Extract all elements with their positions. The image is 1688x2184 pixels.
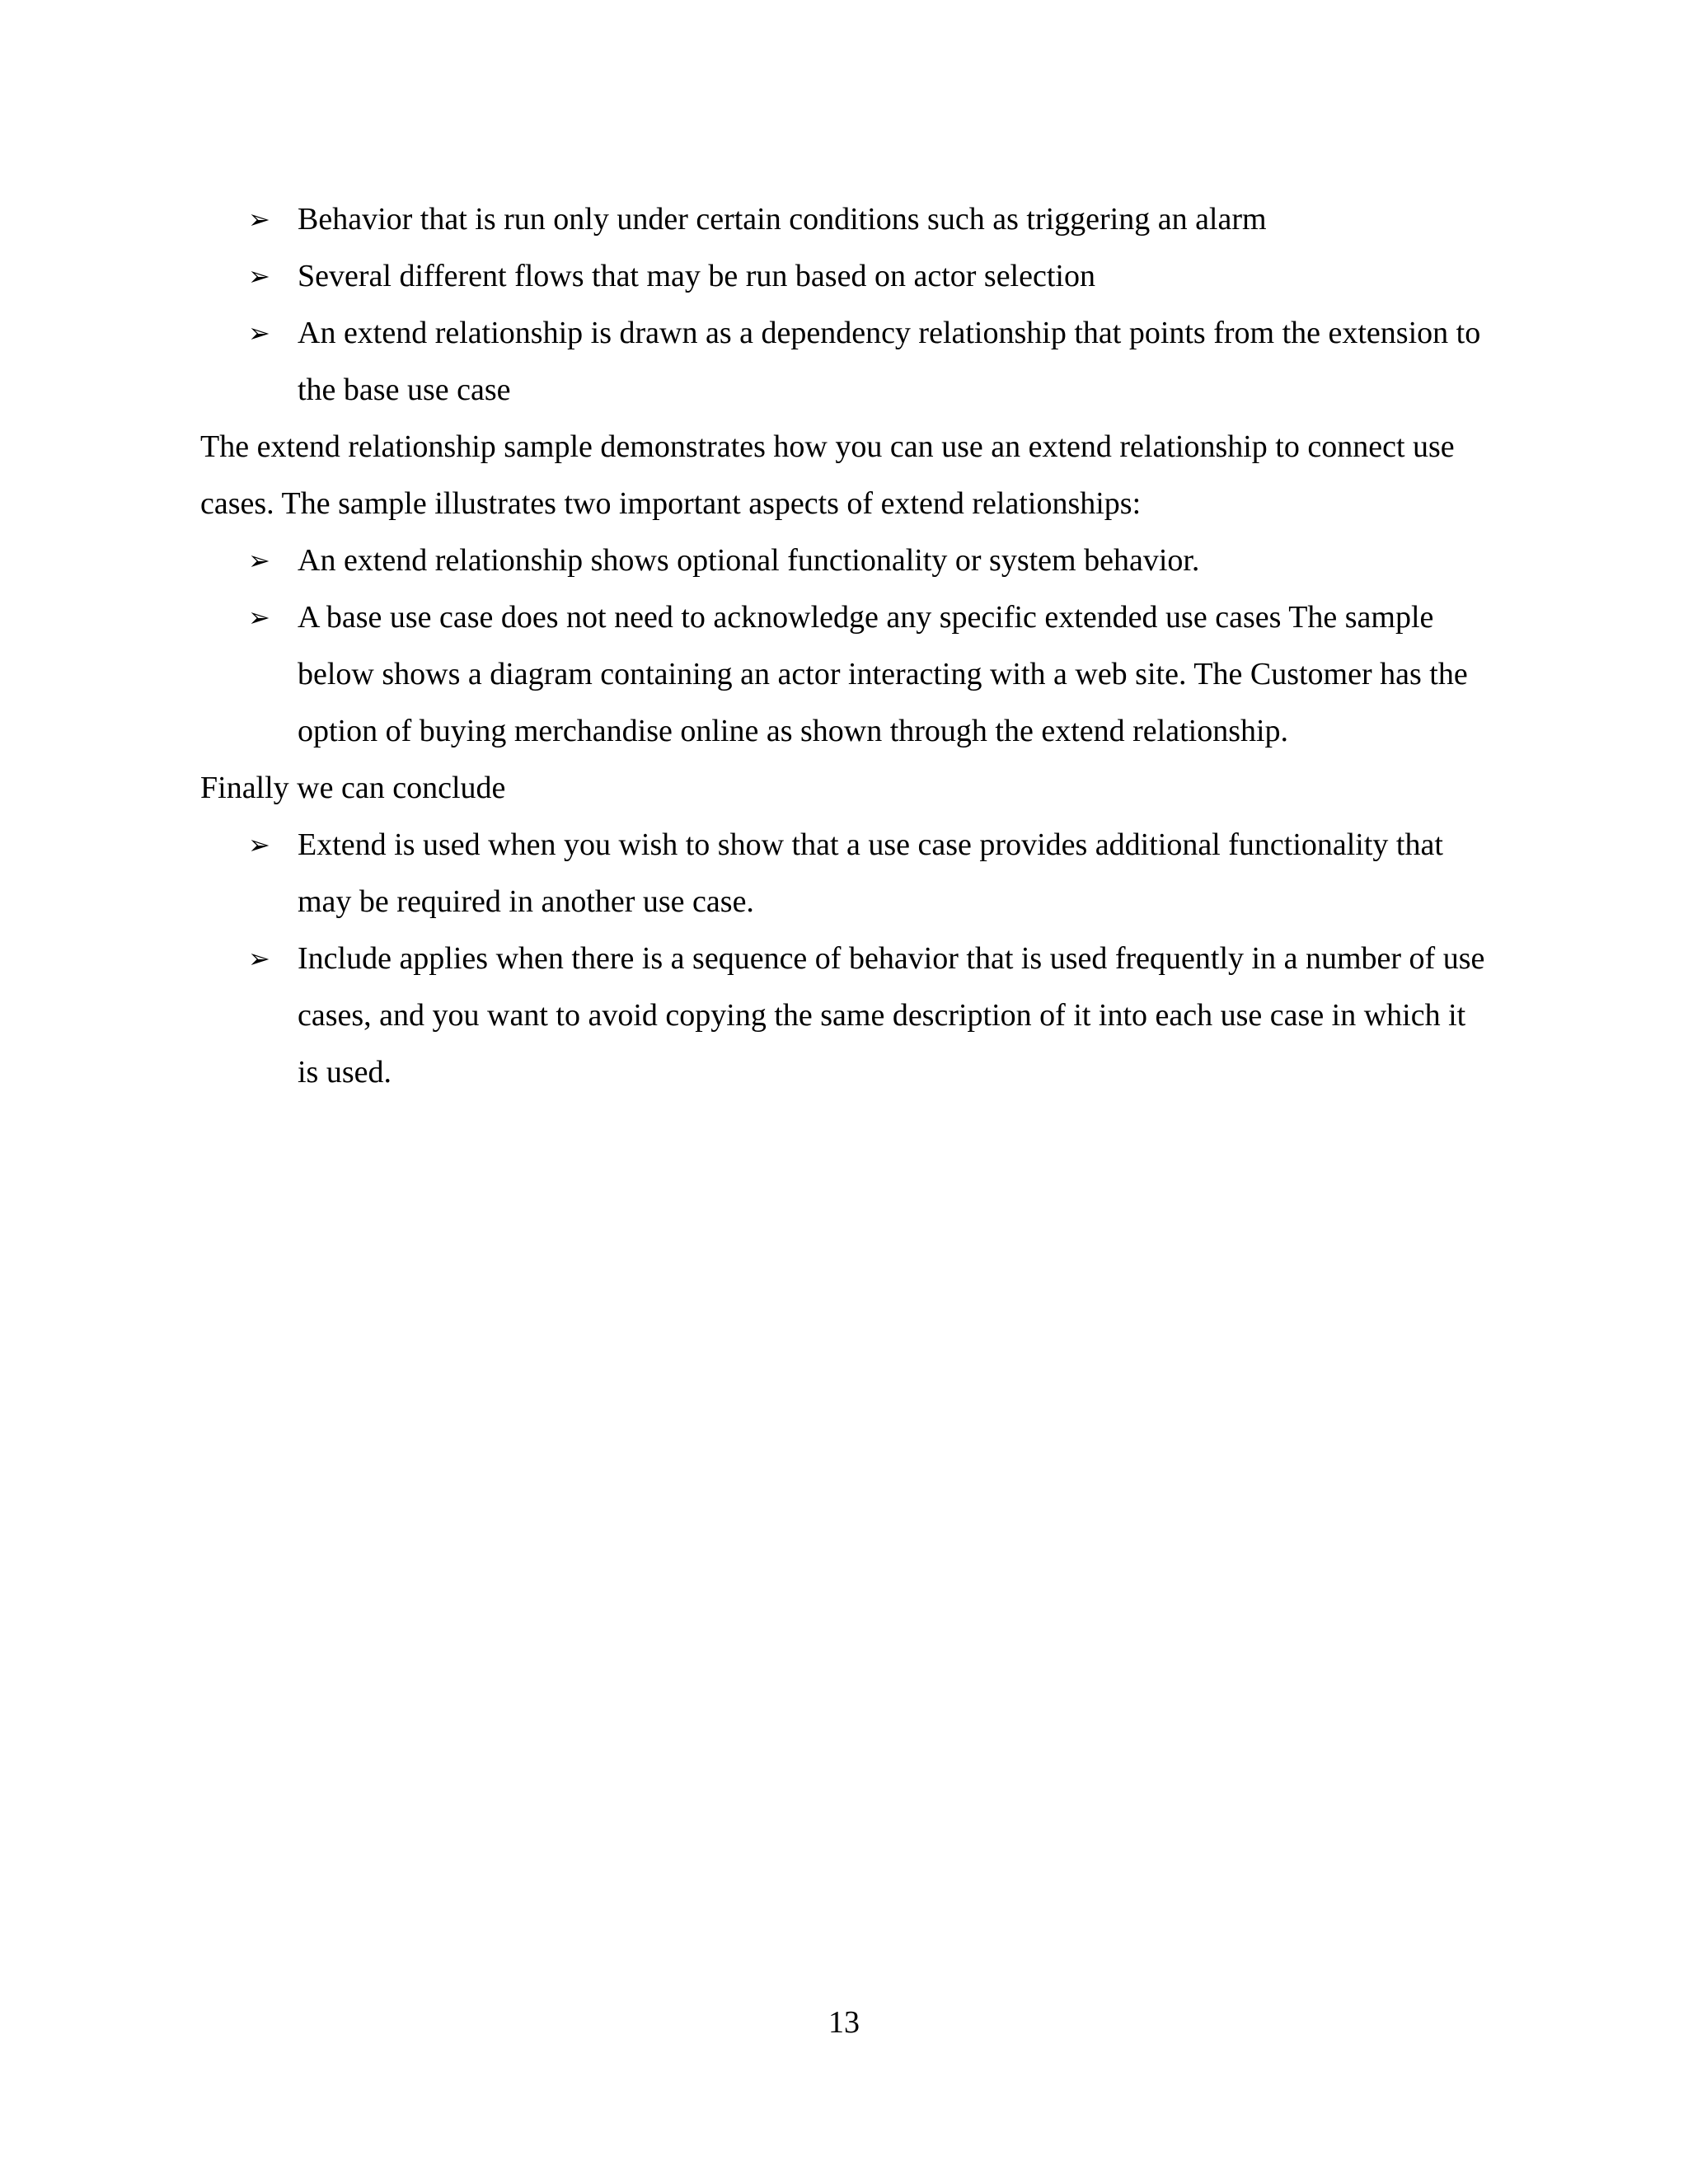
list-item-text: An extend relationship is drawn as a dependency relationship that points from the extension to the base use case <box>298 316 1481 407</box>
arrowhead-bullet-icon: ➢ <box>248 829 270 860</box>
list-item <box>200 305 1486 419</box>
arrowhead-bullet-icon: ➢ <box>248 602 270 633</box>
list-item <box>200 930 1486 1101</box>
list-item <box>200 191 1486 248</box>
arrowhead-bullet-icon: ➢ <box>248 204 270 235</box>
bullet-list-aspects <box>200 532 1486 760</box>
list-item-text: Include applies when there is a sequence of behavior that is used frequently in a number of use cases, and you want to avoid copying the same description of it into each use case in which it is used. <box>298 941 1485 1090</box>
list-item <box>200 817 1486 930</box>
list-item-text: Several different flows that may be run based on actor selection <box>298 259 1095 293</box>
paragraph-conclusion-intro: Finally we can conclude <box>200 771 506 805</box>
list-item <box>200 532 1486 589</box>
arrowhead-bullet-icon: ➢ <box>248 317 270 349</box>
arrowhead-bullet-icon: ➢ <box>248 260 270 292</box>
list-item-text: Behavior that is run only under certain conditions such as triggering an alarm <box>298 202 1267 237</box>
page-number: 13 <box>828 2005 860 2040</box>
list-item <box>200 589 1486 760</box>
paragraph-extend-sample: The extend relationship sample demonstrates how you can use an extend relationship to connect use cases. The sample illustrates two important aspects of extend relationships: <box>200 429 1455 521</box>
page-body <box>200 191 1486 1101</box>
list-item <box>200 248 1486 305</box>
bullet-list-conditions <box>200 191 1486 419</box>
list-item-text: An extend relationship shows optional functionality or system behavior. <box>298 543 1200 578</box>
arrowhead-bullet-icon: ➢ <box>248 545 270 576</box>
list-item-text: A base use case does not need to acknowledge any specific extended use cases The sample below shows a diagram containing an actor interacting with a web site. The Customer has the option of buying merchandise online as shown through the extend relationship. <box>298 600 1468 748</box>
bullet-list-conclusions <box>200 817 1486 1101</box>
arrowhead-bullet-icon: ➢ <box>248 943 270 974</box>
list-item-text: Extend is used when you wish to show that a use case provides additional functionality that may be required in another use case. <box>298 827 1443 919</box>
